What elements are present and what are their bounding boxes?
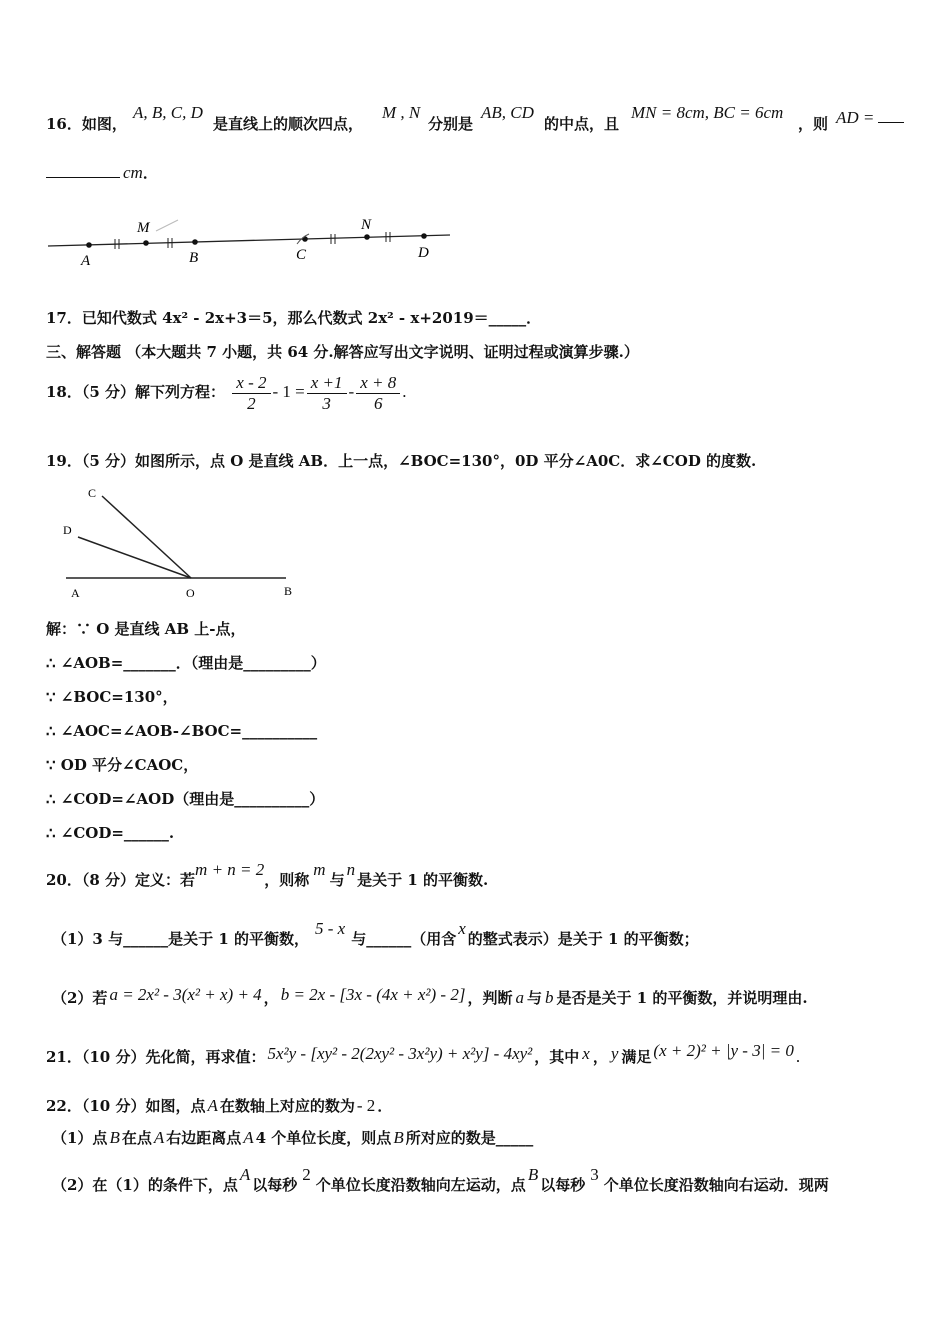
q20-t1: ，则称 bbox=[264, 871, 310, 889]
label-c: C bbox=[88, 486, 97, 500]
label-c: C bbox=[296, 247, 307, 263]
q20-p1-x: x bbox=[458, 919, 466, 938]
label-o: O bbox=[186, 586, 195, 600]
q16-line2 bbox=[46, 163, 158, 183]
q20-p2-c: 与 bbox=[526, 989, 542, 1007]
q22-p2-e: 个单位长度沿数轴向右运动．现两 bbox=[603, 1176, 829, 1194]
q22-p1-e: 所对应的数是_____ bbox=[405, 1129, 534, 1147]
q20-m: m bbox=[313, 860, 326, 879]
section-3-text: 三、解答题 （本大题共 7 小题，共 64 分.解答应写出文字说明、证明过程或演算步骤.） bbox=[46, 343, 639, 361]
point-n-dot bbox=[364, 234, 370, 240]
q20-p2-a: （2）若 bbox=[52, 989, 108, 1007]
q19-text: 19．（5 分）如图所示，点 O 是直线 AB．上一点，∠BOC=130°，0D 平分∠A0C．求∠COD 的度数. bbox=[46, 452, 757, 470]
point-b-dot bbox=[192, 239, 198, 245]
q20-p2-bv: b bbox=[544, 988, 554, 1007]
q20-t3: 是关于 1 的平衡数. bbox=[357, 871, 489, 889]
q22-prefix: 22．（10 分）如图，点 bbox=[46, 1097, 206, 1115]
q21-t1: ，其中 bbox=[534, 1048, 580, 1066]
q22-p1-a: （1）点 bbox=[52, 1129, 108, 1147]
q18-frac-1-num: x - 2 bbox=[232, 373, 270, 394]
q18-frac-3-den: 6 bbox=[373, 393, 383, 413]
q19-sol-7-text: ∴ ∠COD=______. bbox=[46, 824, 175, 842]
q16-points bbox=[133, 103, 203, 123]
q22-p2-a: （2）在（1）的条件下，点 bbox=[52, 1176, 238, 1194]
q18-frac-3 bbox=[356, 373, 400, 414]
q19-solution-line-7 bbox=[46, 823, 174, 843]
q20-p1-c: 的整式表示）是关于 1 的平衡数； bbox=[467, 930, 699, 948]
q20-p2-expr-a: a = 2x² - 3(x² + x) + 4 bbox=[109, 985, 262, 1004]
q20-p1-a: （1）3 与______是关于 1 的平衡数， bbox=[52, 930, 309, 948]
q22-p2-a-var: A bbox=[239, 1165, 251, 1184]
q20-part-1 bbox=[52, 919, 699, 949]
q16-t1-text: 是直线上的顺次四点， bbox=[213, 115, 364, 133]
q16-points-text: A, B, C, D bbox=[133, 103, 203, 122]
q16-unit: cm bbox=[123, 163, 143, 182]
q20-n: n bbox=[346, 860, 356, 879]
ray-od bbox=[78, 537, 191, 578]
label-b: B bbox=[189, 250, 199, 266]
label-a: A bbox=[81, 253, 91, 269]
q22-p1-b-var-2: B bbox=[393, 1128, 404, 1147]
q16-line1 bbox=[46, 114, 127, 134]
q19-sol-4-text: ∴ ∠AOC=∠AOB-∠BOC=__________ bbox=[46, 722, 318, 740]
q18-frac-1-den: 2 bbox=[247, 393, 256, 413]
q16-number: 16． bbox=[46, 115, 82, 133]
q22-p1-a-var-2: A bbox=[243, 1128, 254, 1147]
q22-p1-d: 4 个单位长度，则点 bbox=[255, 1129, 392, 1147]
q19-solution-line-5 bbox=[46, 755, 198, 775]
q19-solution-line-6 bbox=[46, 789, 324, 809]
q22-part-2 bbox=[52, 1165, 829, 1195]
q17-text: 17．已知代数式 4x² - 2x+3＝5，那么代数式 2x² - x+2019＝_____． bbox=[46, 309, 542, 327]
q22-p1-a-var: A bbox=[153, 1128, 165, 1147]
q21-expr: 5x²y - [xy² - 2(2xy² - 3x²y) + x²y] - 4xy² bbox=[267, 1044, 533, 1063]
label-m: M bbox=[137, 220, 150, 236]
section-3-heading bbox=[46, 342, 639, 362]
q20-p2-av: a bbox=[515, 988, 524, 1007]
q16-period: ． bbox=[142, 164, 158, 182]
label-d: D bbox=[63, 523, 72, 537]
q19-angle-figure bbox=[58, 480, 308, 605]
q21-cond: (x + 2)² + |y - 3| = 0 bbox=[653, 1041, 794, 1060]
q20-p2-b: ，判断 bbox=[467, 989, 513, 1007]
q16-t3 bbox=[544, 114, 619, 134]
q19-solution-line-1 bbox=[46, 619, 246, 639]
q16-ab-cd bbox=[481, 103, 534, 123]
q19-sol-2-text: ∴ ∠AOB=_______．（理由是_________） bbox=[46, 654, 326, 672]
q18-mid: - 1 = bbox=[272, 382, 305, 401]
point-d-dot bbox=[421, 233, 427, 239]
q18-frac-2 bbox=[307, 373, 347, 414]
point-a-dot bbox=[86, 242, 92, 248]
q19-sol-1-text: 解：∵ O 是直线 AB 上-点， bbox=[46, 620, 246, 638]
q16-line-figure bbox=[44, 210, 456, 276]
q16-blank-2[interactable] bbox=[46, 163, 120, 178]
q22-p1-c: 右边距离点 bbox=[166, 1129, 242, 1147]
q18-frac-2-den: 3 bbox=[322, 393, 331, 413]
q20-part-2 bbox=[52, 985, 808, 1008]
q22-p2-c: 个单位长度沿数轴向左运动，点 bbox=[315, 1176, 526, 1194]
q16-t3-text: 的中点，且 bbox=[544, 115, 620, 133]
q21-comma: ， bbox=[592, 1048, 608, 1066]
q22-p1-b-var: B bbox=[109, 1128, 120, 1147]
label-b: B bbox=[284, 584, 293, 598]
q22 bbox=[46, 1096, 392, 1116]
q20-p1-expr: 5 - x bbox=[314, 919, 346, 938]
q16-ab-cd-text: AB, CD bbox=[481, 103, 534, 122]
q16-given bbox=[631, 103, 783, 123]
q21-y: y bbox=[610, 1044, 619, 1063]
q16-ad-text: AD = bbox=[836, 108, 875, 127]
q20-cond: m + n = 2 bbox=[195, 860, 265, 879]
q20-t2: 与 bbox=[329, 871, 345, 889]
q22-p1-b: 在点 bbox=[121, 1129, 152, 1147]
q16-t2-text: 分别是 bbox=[428, 115, 474, 133]
q16-ad bbox=[836, 108, 904, 128]
q19-sol-5-text: ∵ OD 平分∠CAOC， bbox=[46, 756, 199, 774]
q22-part-1 bbox=[52, 1128, 533, 1148]
q16-intro: 如图， bbox=[81, 115, 127, 133]
q18 bbox=[46, 368, 406, 416]
q19-solution-line-2 bbox=[46, 653, 326, 673]
q22-p2-b-var: B bbox=[527, 1165, 539, 1184]
q16-t4 bbox=[798, 114, 828, 134]
q16-mn-text: M , N bbox=[382, 103, 421, 122]
q19-sol-3-text: ∵ ∠BOC=130°， bbox=[46, 688, 178, 706]
q18-prefix: 18．（5 分）解下列方程： bbox=[46, 383, 226, 401]
q22-a: A bbox=[207, 1096, 218, 1115]
q16-given-text: MN = 8cm, BC = 6cm bbox=[631, 103, 784, 122]
q18-frac-3-num: x + 8 bbox=[356, 373, 400, 394]
q22-end: ． bbox=[377, 1097, 393, 1115]
label-d: D bbox=[418, 245, 429, 261]
q22-p2-two: 2 bbox=[302, 1165, 311, 1184]
q20-p2-sep: ， bbox=[263, 989, 279, 1007]
q19-solution-line-3 bbox=[46, 687, 178, 707]
q19-solution-line-4 bbox=[46, 721, 317, 741]
q18-end: . bbox=[402, 382, 407, 401]
q19-sol-6-text: ∴ ∠COD=∠AOD（理由是__________） bbox=[46, 790, 325, 808]
q22-p2-three: 3 bbox=[590, 1165, 599, 1184]
point-m-dot bbox=[143, 240, 149, 246]
q20-p1-b: 与______（用含 bbox=[351, 930, 457, 948]
q16-t2 bbox=[428, 114, 473, 134]
label-n: N bbox=[361, 217, 372, 233]
q19 bbox=[46, 451, 756, 471]
q18-frac-2-num: x +1 bbox=[307, 373, 347, 394]
q20 bbox=[46, 860, 489, 890]
q20-p2-d: 是否是关于 1 的平衡数，并说明理由. bbox=[556, 989, 808, 1007]
q22-p2-b: 以每秒 bbox=[252, 1176, 298, 1194]
q21-x: x bbox=[582, 1044, 590, 1063]
q22-val: - 2 bbox=[356, 1096, 376, 1115]
q18-frac-1 bbox=[232, 373, 270, 414]
q21-prefix: 21．（10 分）先化简，再求值： bbox=[46, 1048, 266, 1066]
q21-t2: 满足 bbox=[621, 1048, 652, 1066]
q21 bbox=[46, 1041, 801, 1067]
q21-end: . bbox=[795, 1047, 801, 1066]
ray-oc bbox=[102, 496, 191, 578]
q17 bbox=[46, 308, 541, 328]
q16-blank-1[interactable] bbox=[878, 108, 904, 123]
q20-prefix: 20．（8 分）定义：若 bbox=[46, 871, 196, 889]
q22-p2-d: 以每秒 bbox=[540, 1176, 586, 1194]
stray-mark bbox=[156, 220, 178, 231]
q16-t1 bbox=[213, 114, 363, 134]
label-a: A bbox=[71, 586, 80, 600]
q16-mn bbox=[382, 103, 420, 123]
q18-minus: - bbox=[348, 382, 355, 401]
q20-p2-expr-b: b = 2x - [3x - (4x + x²) - 2] bbox=[280, 985, 466, 1004]
q22-t1: 在数轴上对应的数为 bbox=[219, 1097, 355, 1115]
q16-t4-text: ，则 bbox=[798, 115, 829, 133]
